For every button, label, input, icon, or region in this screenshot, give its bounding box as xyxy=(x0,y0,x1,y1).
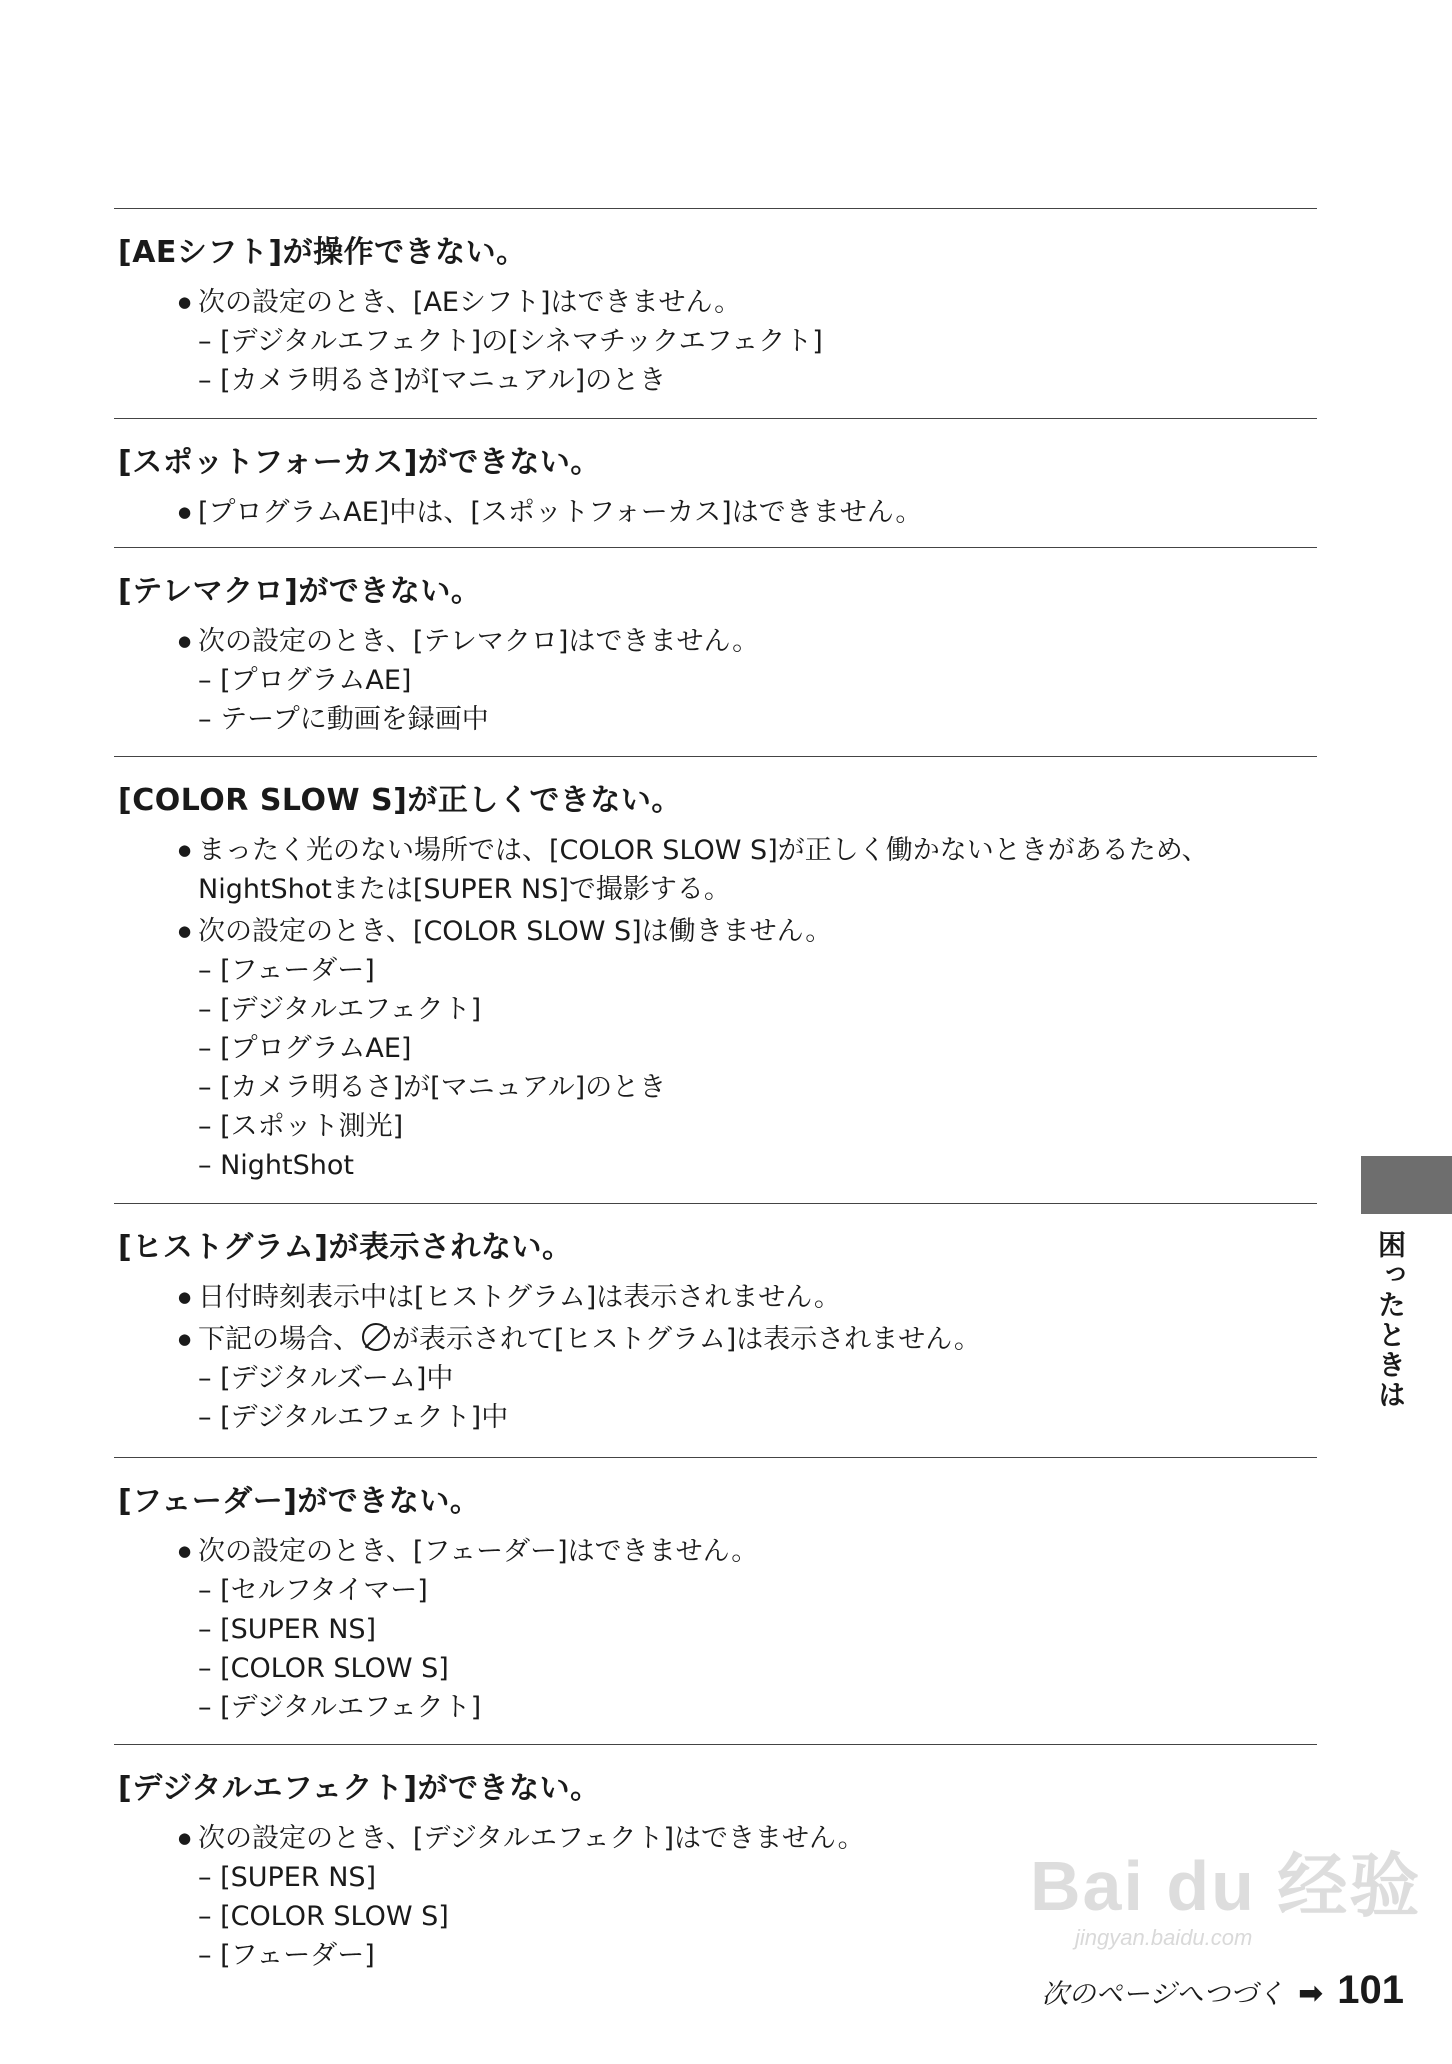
bullet-item: ● [プログラムAE]中は、[スポットフォーカス]はできません。 xyxy=(180,493,1317,532)
section-title: [スポットフォーカス]ができない。 xyxy=(118,445,601,480)
chapter-tab xyxy=(1361,1156,1452,1214)
bullet-item: ● 日付時刻表示中は[ヒストグラム]は表示されません。 xyxy=(180,1278,1317,1317)
sub-item: – [SUPER NS] xyxy=(180,1610,1317,1649)
sub-item: – [SUPER NS] xyxy=(180,1858,1317,1897)
section-title: [AEシフト]が操作できない。 xyxy=(118,235,527,270)
sub-item: – [デジタルエフェクト] xyxy=(180,990,1317,1029)
bullet-item: ● 次の設定のとき、[AEシフト]はできません。 xyxy=(180,283,1317,322)
watermark-url: jingyan.baidu.com xyxy=(1075,1925,1253,1950)
section-tele-macro xyxy=(114,547,1317,739)
bullet-text-before-icon: 下記の場合、 xyxy=(198,1324,360,1355)
right-arrow-icon: ➡ xyxy=(1298,1976,1324,2011)
chapter-label: 困ったときは xyxy=(1374,1230,1407,1410)
page-number: 101 xyxy=(1337,1968,1404,2012)
section-title: [テレマクロ]ができない。 xyxy=(118,574,482,609)
sub-item: – NightShot xyxy=(180,1146,1317,1185)
sub-item: – [デジタルズーム]中 xyxy=(180,1359,1317,1398)
sub-item: – [カメラ明るさ]が[マニュアル]のとき xyxy=(180,1068,1317,1107)
sub-item: – [デジタルエフェクト] xyxy=(180,1688,1317,1727)
section-title: [COLOR SLOW S]が正しくできない。 xyxy=(118,783,682,818)
section-title: [デジタルエフェクト]ができない。 xyxy=(118,1771,601,1806)
sub-item: – [フェーダー] xyxy=(180,1936,1317,1975)
watermark-logo: Bai du 经验 xyxy=(1030,1847,1422,1925)
sub-item: – [セルフタイマー] xyxy=(180,1571,1317,1610)
sub-item: – テープに動画を録画中 xyxy=(180,700,1317,739)
sub-item: – [COLOR SLOW S] xyxy=(180,1649,1317,1688)
sub-item: – [デジタルエフェクト]中 xyxy=(180,1398,1317,1437)
sub-item: – [フェーダー] xyxy=(180,951,1317,990)
sub-item: – [デジタルエフェクト]の[シネマチックエフェクト] xyxy=(180,322,1317,361)
section-histogram xyxy=(114,1203,1317,1437)
section-ae-shift xyxy=(114,208,1317,400)
section-color-slow-s xyxy=(114,756,1317,1185)
no-entry-icon xyxy=(362,1323,390,1351)
section-spot-focus xyxy=(114,418,1317,532)
section-fader xyxy=(114,1457,1317,1727)
bullet-item: ● 次の設定のとき、[フェーダー]はできません。 xyxy=(180,1532,1317,1571)
bullet-item: ● まったく光のない場所では、[COLOR SLOW S]が正しく働かないときがあるため、 NightShotまたは[SUPER NS]で撮影する。 xyxy=(180,831,1317,909)
sub-item: – [プログラムAE] xyxy=(180,1029,1317,1068)
sub-item: – [プログラムAE] xyxy=(180,661,1317,700)
sub-item: – [カメラ明るさ]が[マニュアル]のとき xyxy=(180,361,1317,400)
sub-item: – [スポット測光] xyxy=(180,1107,1317,1146)
section-title: [フェーダー]ができない。 xyxy=(118,1484,481,1519)
bullet-item: ● 次の設定のとき、[テレマクロ]はできません。 xyxy=(180,622,1317,661)
section-title: [ヒストグラム]が表示されない。 xyxy=(118,1230,573,1265)
bullet-item: ● 次の設定のとき、[COLOR SLOW S]は働きません。 xyxy=(180,912,1317,951)
sub-item: – [COLOR SLOW S] xyxy=(180,1897,1317,1936)
page-footer xyxy=(1042,1968,1404,2013)
continue-label: 次のページへつづく xyxy=(1041,1979,1285,2010)
bullet-item: ● 次の設定のとき、[デジタルエフェクト]はできません。 xyxy=(180,1819,1317,1858)
bullet-text-after-icon: が表示されて[ヒストグラム]は表示されません。 xyxy=(392,1324,981,1355)
bullet-item xyxy=(180,1320,1317,1359)
